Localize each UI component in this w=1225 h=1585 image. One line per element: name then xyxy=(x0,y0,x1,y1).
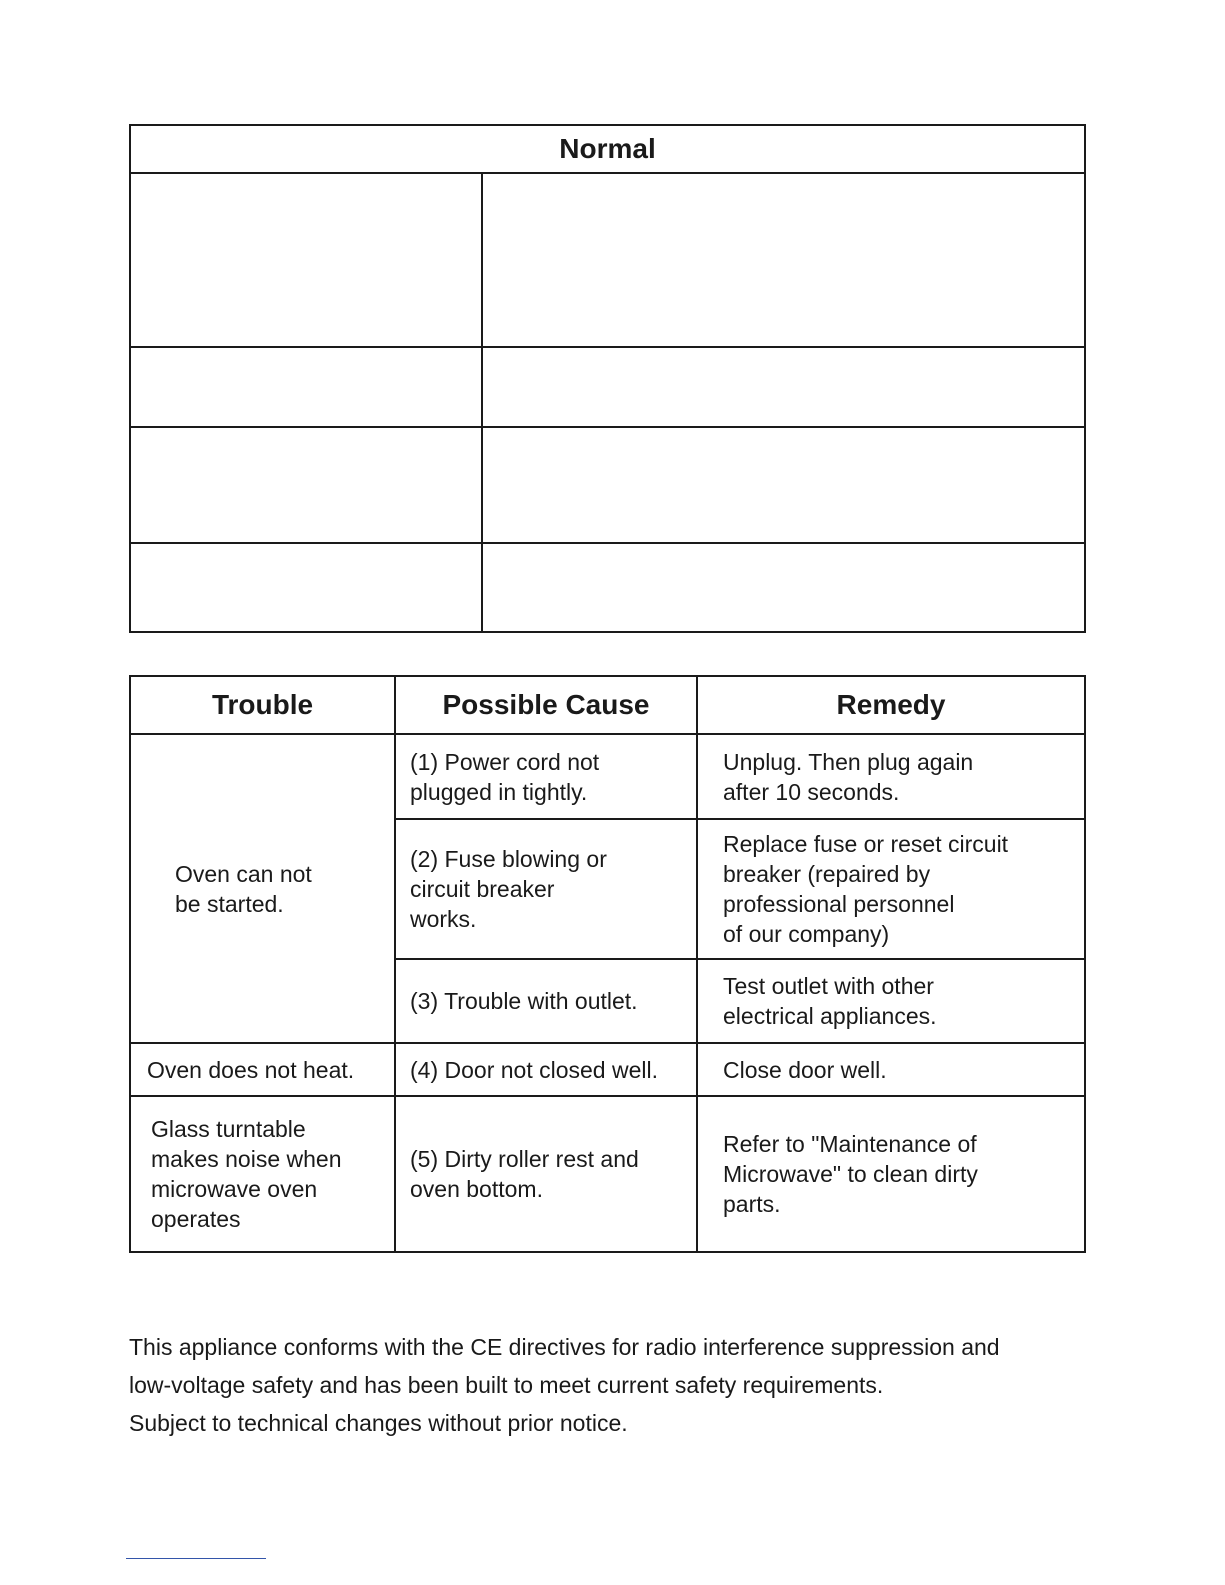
cause-header: Possible Cause xyxy=(395,676,697,734)
cause-cell xyxy=(395,1043,697,1096)
cause-text: (2) Fuse blowing or circuit breaker works. xyxy=(410,846,607,932)
trouble-table xyxy=(129,675,1086,1253)
remedy-cell xyxy=(697,1096,1085,1252)
remedy-cell xyxy=(697,819,1085,959)
cause-text: (1) Power cord not plugged in tightly. xyxy=(410,748,600,805)
trouble-text: Oven does not heat. xyxy=(147,1056,355,1083)
trouble-header: Trouble xyxy=(130,676,395,734)
remedy-text: Unplug. Then plug again after 10 seconds. xyxy=(723,748,974,805)
normal-row-2-left xyxy=(130,347,482,427)
trouble-text: Oven can not be started. xyxy=(175,860,312,917)
remedy-cell xyxy=(697,734,1085,819)
normal-row-4-right xyxy=(482,543,1085,632)
normal-row-1-right xyxy=(482,173,1085,347)
remedy-cell xyxy=(697,959,1085,1043)
notice-line-2: low-voltage safety and has been built to meet current safety requirements. xyxy=(129,1372,884,1398)
bottom-divider xyxy=(126,1558,266,1559)
remedy-text: Test outlet with other electrical appliances. xyxy=(723,973,937,1029)
remedy-text: Close door well. xyxy=(723,1056,887,1083)
remedy-text: Replace fuse or reset circuit breaker (repaired by professional personnel of our company) xyxy=(723,831,1009,947)
normal-table xyxy=(129,124,1086,633)
cause-cell xyxy=(395,819,697,959)
cause-text: (4) Door not closed well. xyxy=(410,1056,658,1083)
cause-cell xyxy=(395,1096,697,1252)
normal-row-3-right xyxy=(482,427,1085,543)
cause-cell xyxy=(395,959,697,1043)
trouble-cell xyxy=(130,1096,395,1252)
normal-row-2-right xyxy=(482,347,1085,427)
cause-text: (5) Dirty roller rest and oven bottom. xyxy=(410,1146,639,1202)
remedy-header: Remedy xyxy=(697,676,1085,734)
trouble-text: Glass turntable makes noise when microwave oven operates xyxy=(151,1116,342,1232)
remedy-cell xyxy=(697,1043,1085,1096)
notice-line-3: Subject to technical changes without prior notice. xyxy=(129,1410,628,1436)
trouble-cell xyxy=(130,734,395,1043)
normal-row-3-left xyxy=(130,427,482,543)
cause-text: (3) Trouble with outlet. xyxy=(410,988,638,1014)
trouble-cell xyxy=(130,1043,395,1096)
notice-line-1: This appliance conforms with the CE directives for radio interference suppression and xyxy=(129,1334,1000,1360)
compliance-notice xyxy=(129,1328,1129,1442)
normal-table-header: Normal xyxy=(130,125,1085,173)
normal-row-1-left xyxy=(130,173,482,347)
cause-cell xyxy=(395,734,697,819)
remedy-text: Refer to "Maintenance of Microwave" to clean dirty parts. xyxy=(723,1131,978,1217)
normal-row-4-left xyxy=(130,543,482,632)
